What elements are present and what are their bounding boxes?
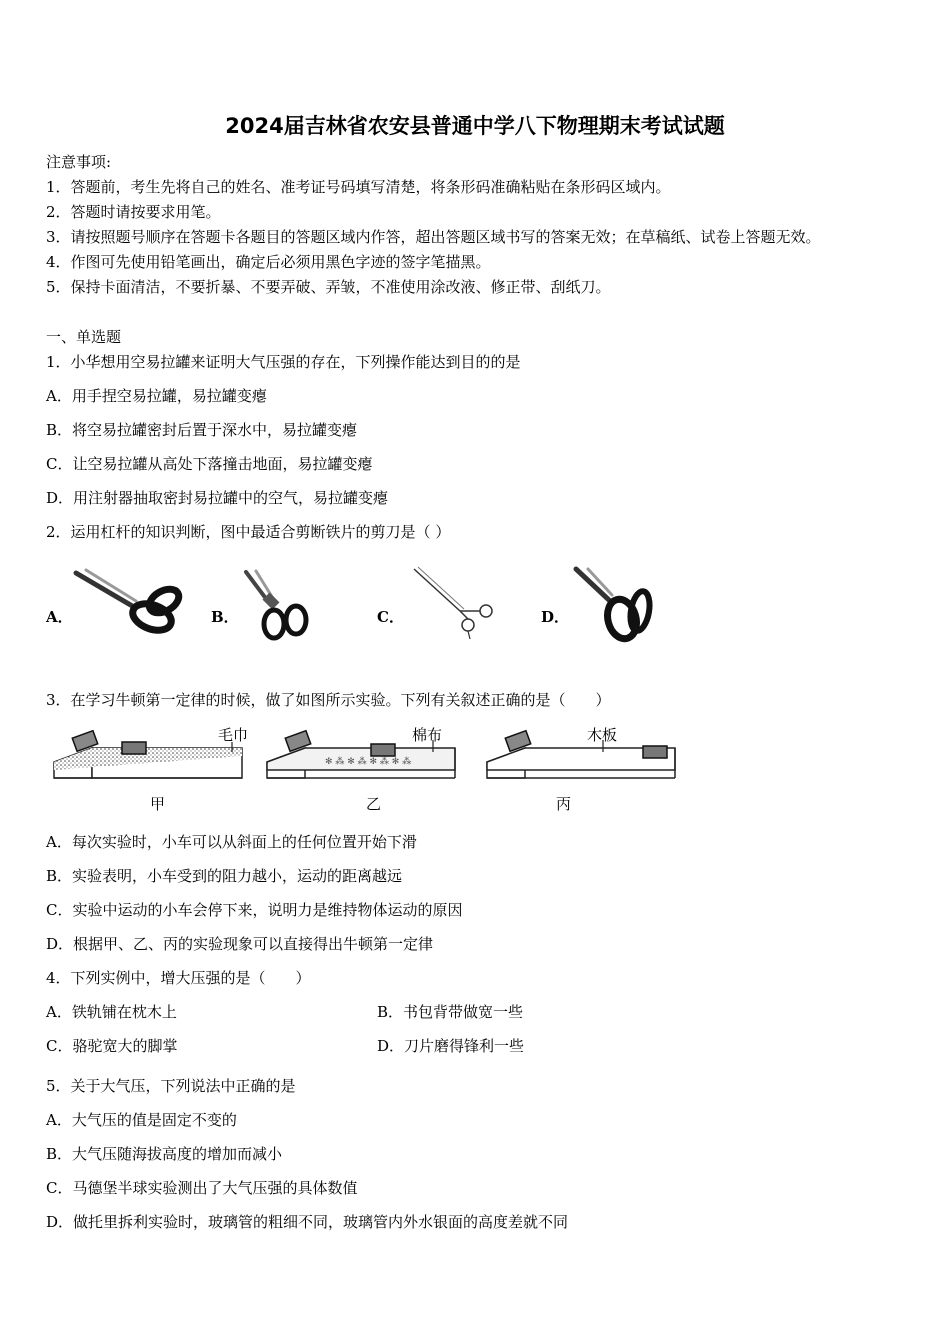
q3-option-c: C．实验中运动的小车会停下来，说明力是维持物体运动的原因 <box>46 901 463 919</box>
q2-label-c: C． <box>377 608 404 626</box>
q2-label-a: A． <box>46 608 73 626</box>
caption-yi: 乙 <box>366 795 382 813</box>
notice-item-5: 5．保持卡面清洁，不要折暴、不要弄破、弄皱，不准使用涂改液、修正带、刮纸刀。 <box>46 278 611 296</box>
scissors-d-icon <box>570 563 654 643</box>
q4-option-c: C．骆驼宽大的脚掌 <box>46 1037 178 1055</box>
exam-title: 2024届吉林省农安县普通中学八下物理期末考试试题 <box>225 114 725 138</box>
q5-option-d: D．做托里拆利实验时，玻璃管的粗细不同，玻璃管内外水银面的高度差就不同 <box>46 1213 569 1231</box>
notice-item-2: 2．答题时请按要求用笔。 <box>46 203 221 221</box>
q4-option-d: D．刀片磨得锋利一些 <box>377 1037 525 1055</box>
q4-stem: 4．下列实例中，增大压强的是（ ） <box>46 969 311 987</box>
notice-item-1: 1．答题前，考生先将自己的姓名、准考证号码填写清楚，将条形码准确粘贴在条形码区域内。 <box>46 178 671 196</box>
q3-option-a: A．每次实验时，小车可以从斜面上的任何位置开始下滑 <box>46 833 417 851</box>
svg-text:✻ ⁂ ✻ ⁂ ✻ ⁂ ✻ ⁂: ✻ ⁂ ✻ ⁂ ✻ ⁂ ✻ ⁂ <box>325 757 412 767</box>
q1-option-a: A．用手捏空易拉罐，易拉罐变瘪 <box>46 387 267 405</box>
q1-option-d: D．用注射器抽取密封易拉罐中的空气，易拉罐变瘪 <box>46 489 389 507</box>
surface-cotton-label: 棉布 <box>412 726 443 744</box>
q2-label-d: D． <box>541 608 570 626</box>
q3-option-d: D．根据甲、乙、丙的实验现象可以直接得出牛顿第一定律 <box>46 935 434 953</box>
q3-option-b: B．实验表明，小车受到的阻力越小，运动的距离越远 <box>46 867 403 885</box>
surface-towel-label: 毛巾 <box>218 726 249 744</box>
q1-stem: 1．小华想用空易拉罐来证明大气压强的存在，下列操作能达到目的的是 <box>46 353 521 371</box>
q2-stem: 2．运用杠杆的知识判断，图中最适合剪断铁片的剪刀是（ ） <box>46 523 451 541</box>
q5-option-b: B．大气压随海拔高度的增加而减小 <box>46 1145 283 1163</box>
caption-jia: 甲 <box>150 795 166 813</box>
scissors-c-icon <box>410 565 495 640</box>
q5-stem: 5．关于大气压，下列说法中正确的是 <box>46 1077 296 1095</box>
q2-label-b: B． <box>211 608 239 626</box>
notice-item-4: 4．作图可先使用铅笔画出，确定后必须用黑色字迹的签字笔描黑。 <box>46 253 491 271</box>
q5-option-a: A．大气压的值是固定不变的 <box>46 1111 237 1129</box>
q1-option-b: B．将空易拉罐密封后置于深水中，易拉罐变瘪 <box>46 421 358 439</box>
notice-heading: 注意事项: <box>46 153 112 171</box>
experiment-board-figure <box>485 728 680 786</box>
scissors-a-icon <box>72 567 184 642</box>
q4-option-b: B．书包背带做宽一些 <box>377 1003 524 1021</box>
q5-option-c: C．马德堡半球实验测出了大气压强的具体数值 <box>46 1179 358 1197</box>
scissors-b-icon <box>240 568 315 643</box>
q1-option-c: C．让空易拉罐从高处下落撞击地面，易拉罐变瘪 <box>46 455 373 473</box>
surface-board-label: 木板 <box>587 726 618 744</box>
notice-item-3: 3．请按照题号顺序在答题卡各题目的答题区域内作答，超出答题区域书写的答案无效；在草稿纸、试卷上答题无效。 <box>46 228 821 246</box>
q4-option-a: A．铁轨铺在枕木上 <box>46 1003 177 1021</box>
section-heading: 一、单选题 <box>46 328 122 346</box>
q3-stem: 3．在学习牛顿第一定律的时候，做了如图所示实验。下列有关叙述正确的是（ ） <box>46 691 611 709</box>
caption-bing: 丙 <box>556 795 572 813</box>
